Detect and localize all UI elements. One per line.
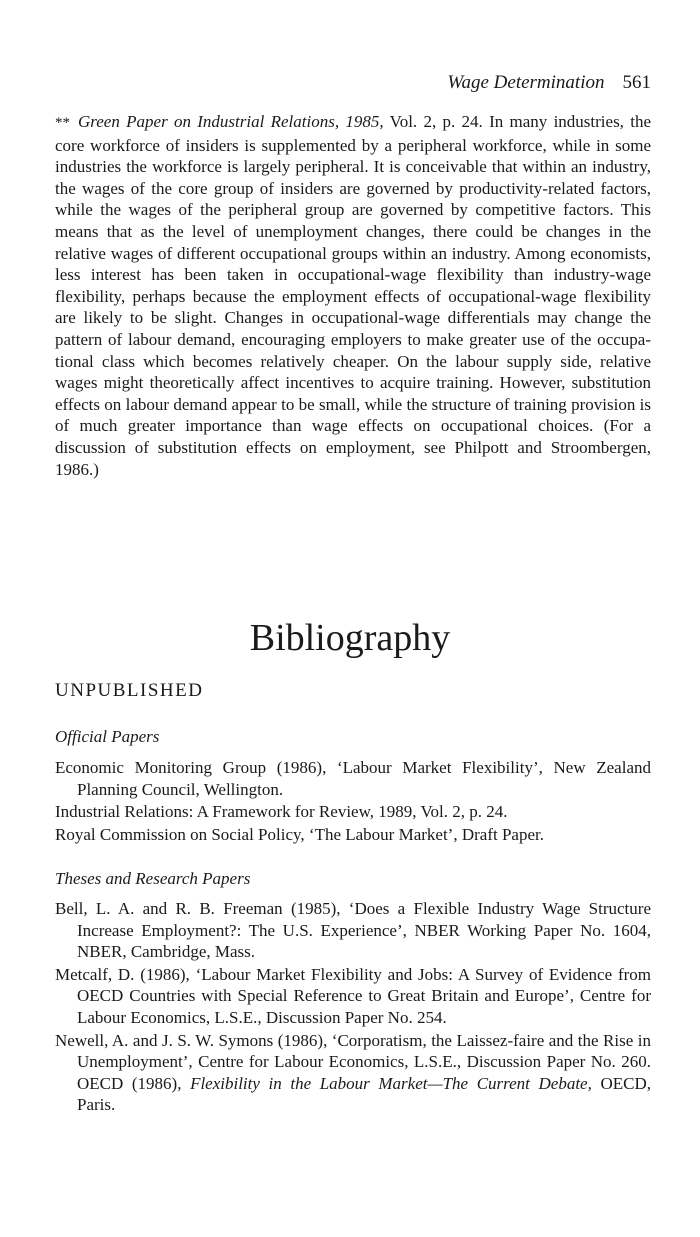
bibliography-entry: [55, 1030, 651, 1116]
footnote-marker: **: [55, 115, 70, 131]
bibliography-entry: Bell, L. A. and R. B. Freeman (1985), ‘Does a Flexible Industry Wage Structure Increase Employment?: The U.S. Experience’, NBER Working Paper No. 1604, NBER, Cambridge, Mass.: [55, 899, 651, 962]
bibliography-entry: Industrial Relations: A Framework for Review, 1989, Vol. 2, p. 24.: [55, 802, 508, 822]
entry-title-italic: Flexibility in the Labour Market—The Current Debate,: [190, 1073, 592, 1093]
entry-text: OECD, Paris.: [77, 1073, 651, 1115]
official-papers-list: [55, 757, 651, 846]
footnote: [55, 111, 651, 480]
subheading-official-papers: Official Papers: [55, 727, 160, 746]
entry-text: Newell, A. and J. S. W. Symons (1986), ‘Corporatism, the Laissez-faire and the Rise in Unemployment’, Centre for Labour Economics, L.S.E., Discussion Paper No. 260. OECD (1986),: [55, 1030, 651, 1093]
subheading-theses-research-papers: Theses and Research Papers: [55, 869, 251, 888]
theses-list: [55, 898, 651, 1117]
bibliography-entry: Metcalf, D. (1986), ‘Labour Market Flexibility and Jobs: A Survey of Evidence from OECD Countries with Special Reference to Great Britain and Europe’, Centre for Labour Economics, L.S.E., Discussion Paper No. 254.: [55, 964, 651, 1027]
running-title: Wage Determination: [447, 72, 605, 93]
footnote-text: Vol. 2, p. 24. In many industries, the core workforce of insiders is supplemented by a peripheral workforce, while in some industries the workforce is largely peripheral. It is conceivable that within an industry, the wages of the core group of insiders are governed by productivity-related factors, while the wages of the peripheral group are governed by competitive factors. This means that as the level of unemployment changes, there could be changes in the relative wages of different occupational groups within an industry. Among economists, less interest has been taken in occupational-wage flexibility than industry-wage flexibility, perhaps because the employment effects of occupational-wage flexibility are likely to be slight. Changes in occupational-wage differentials may change the pattern of labour demand, encouraging employers to make greater use of the occupational class which becomes relatively cheaper. On the labour supply side, relative wages might theoretically affect incentives to acquire training. However, substitution effects on labour demand appear to be small, while the structure of training provision is of much greater importance than wage effects on occupational choices. (For a discussion of substitution effects on employment, see Philpott and Stroombergen, 1986.): [55, 112, 651, 479]
running-head: [0, 71, 651, 95]
page-number: 561: [622, 72, 651, 93]
bibliography-heading: Bibliography: [249, 617, 451, 659]
footnote-source: Green Paper on Industrial Relations, 1985,: [78, 112, 384, 131]
section-heading-unpublished: UNPUBLISHED: [55, 680, 204, 701]
bibliography-entry: Economic Monitoring Group (1986), ‘Labour Market Flexibility’, New Zealand Planning Council, Wellington.: [55, 758, 651, 799]
bibliography-entry: Royal Commission on Social Policy, ‘The Labour Market’, Draft Paper.: [55, 824, 544, 844]
